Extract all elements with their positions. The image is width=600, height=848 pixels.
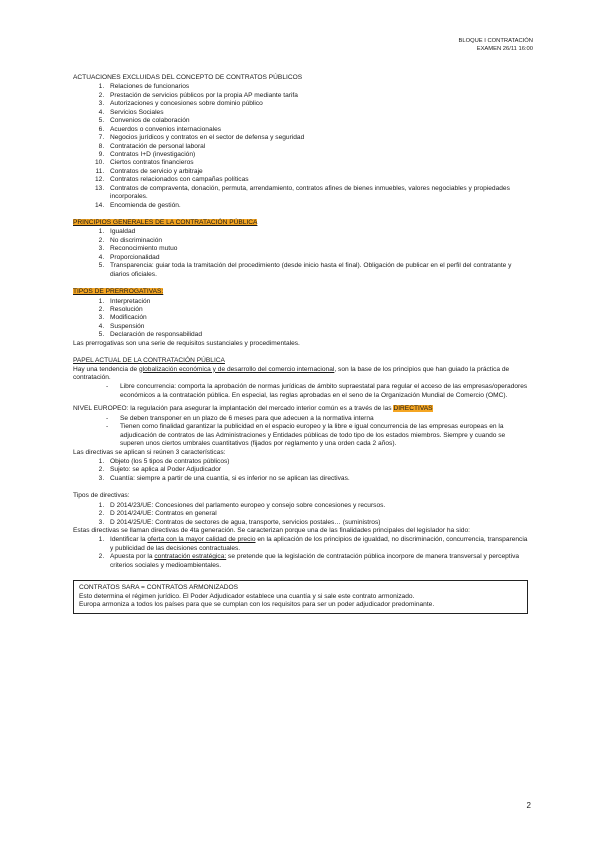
list-item: 4. Proporcionalidad bbox=[106, 254, 528, 262]
globalization-underlined: globalización económica y de desarrollo del comercio internacional bbox=[139, 365, 335, 373]
prerogatives-list bbox=[73, 298, 528, 340]
list-item: 3. Autorizaciones y concesiones sobre dominio público bbox=[106, 100, 528, 108]
list-item: 5. Convenios de colaboración bbox=[106, 117, 528, 125]
list-item: 12. Contratos relacionados con campañas políticas bbox=[106, 176, 528, 184]
list-item: 2. No discriminación bbox=[106, 237, 528, 245]
list-item: - Libre concurrencia: comporta la aprobación de normas jurídicas de ámbito supraestatal para regular el acceso de las empresas/operadores económicos a la contratación pública. En especial, las reglas aprobadas en el seno de la Organización Mundial de Comercio (OMC). bbox=[106, 383, 528, 400]
list-item: 2. Sujeto: se aplica al Poder Adjudicador bbox=[106, 466, 528, 474]
free-competition-list bbox=[73, 383, 528, 400]
list-item: 2. D 2014/24/UE: Contratos en general bbox=[106, 510, 528, 518]
paragraph-text: se pretende que la legislación de contratación pública incorpore de manera transversal y perceptiva criterios sociales y medioambientales. bbox=[110, 553, 520, 569]
role-title-text: PAPEL ACTUAL DE LA CONTRATACIÓN PÚBLICA bbox=[73, 357, 225, 365]
list-item: 3. Modificación bbox=[106, 314, 528, 322]
page-number: 2 bbox=[526, 801, 531, 810]
list-item: - Se deben transponer en un plazo de 6 meses para que adecuen a la normativa interna bbox=[106, 415, 528, 423]
list-item: 3. Cuantía: siempre a partir de una cuantía, si es inferior no se aplican las directivas. bbox=[106, 475, 528, 483]
list-item: 11. Contratos de servicio y arbitraje bbox=[106, 168, 528, 176]
list-item bbox=[106, 536, 528, 553]
list-item: 2. Resolución bbox=[106, 306, 528, 314]
list-item bbox=[106, 553, 528, 570]
legislator-goals-list bbox=[73, 536, 528, 570]
section-principles-title bbox=[73, 219, 528, 227]
directive-types-intro: Tipos de directivas: bbox=[73, 492, 130, 500]
list-item: 7. Negocios jurídicos y contratos en el sector de defensa y seguridad bbox=[106, 134, 528, 142]
list-item: 1. Interpretación bbox=[106, 298, 528, 306]
box-line: Esto determina el régimen jurídico. El Poder Adjudicador establece una cuantía y si sale este contrato armonizado. bbox=[79, 592, 415, 600]
prerogatives-note: Las prerrogativas son una serie de requisitos sustanciales y procedimentales. bbox=[73, 339, 300, 347]
directives-traits-list bbox=[73, 415, 528, 449]
excluded-list bbox=[73, 83, 528, 210]
list-item: 14. Encomienda de gestión. bbox=[106, 202, 528, 210]
sara-contracts-box bbox=[73, 580, 528, 613]
underlined-phrase: oferta con la mayor calidad de precio bbox=[147, 536, 256, 544]
list-item: 13. Contratos de compraventa, donación, permuta, arrendamiento, contratos afines de bienes inmuebles, valores negociables y propiedades incorporales. bbox=[106, 185, 528, 202]
fourth-generation-paragraph: Estas directivas se llaman directivas de 4ta generación. Se caracterizan porque una de las finalidades principales del legislador ha sido: bbox=[73, 527, 470, 534]
directives-characteristics-list bbox=[73, 458, 528, 483]
directive-types-list bbox=[73, 502, 528, 527]
list-item: 1. Igualdad bbox=[106, 228, 528, 236]
underlined-phrase: contratación estratégica: bbox=[154, 553, 227, 561]
list-item: 3. Reconocimiento mutuo bbox=[106, 245, 528, 253]
paragraph-text: NIVEL EUROPEO: la regulación para asegurar la implantación del mercado interior común es a través de las bbox=[73, 405, 394, 413]
list-item: 8. Contratación de personal laboral bbox=[106, 143, 528, 151]
header-subject: BLOQUE I CONTRATACIÓN bbox=[458, 38, 533, 44]
section-excluded-title: ACTUACIONES EXCLUIDAS DEL CONCEPTO DE CONTRATOS PÚBLICOS bbox=[73, 74, 303, 81]
principles-title-text: PRINCIPIOS GENERALES DE LA CONTRATACIÓN PÚBLICA bbox=[73, 219, 258, 226]
list-item: 9. Contratos I+D (investigación) bbox=[106, 151, 528, 159]
list-item: 3. D 2014/25/UE: Contratos de sectores de agua, transporte, servicios postales… (suministros) bbox=[106, 519, 528, 527]
page-content bbox=[73, 74, 528, 614]
box-line: Europa armoniza a todos los países para que se cumplan con los requisitos para ser un poder adjudicador predominante. bbox=[79, 601, 435, 609]
list-item: 4. Suspensión bbox=[106, 323, 528, 331]
list-item: 6. Acuerdos o convenios internacionales bbox=[106, 126, 528, 134]
directives-intro: Las directivas se aplican si reúnen 3 características: bbox=[73, 448, 226, 456]
list-item: 5. Transparencia: guiar toda la tramitación del procedimiento (desde inicio hasta el final). Obligación de publicar en el perfil del contratante y diarios oficiales. bbox=[106, 262, 528, 279]
directivas-highlight: DIRECTIVAS bbox=[393, 405, 433, 413]
list-item: 1. Relaciones de funcionarios bbox=[106, 83, 528, 91]
list-item: 10. Ciertos contratos financieros bbox=[106, 159, 528, 167]
list-item: 1. D 2014/23/UE: Concesiones del parlamento europeo y consejo sobre concesiones y recursos. bbox=[106, 502, 528, 510]
prerogatives-title-text: TIPOS DE PRERROGATIVAS: bbox=[73, 288, 164, 296]
list-item: 4. Servicios Sociales bbox=[106, 109, 528, 117]
box-title: CONTRATOS SARA = CONTRATOS ARMONIZADOS bbox=[79, 584, 239, 592]
list-item: 1. Objeto (los 5 tipos de contratos públicos) bbox=[106, 458, 528, 466]
document-header bbox=[458, 38, 533, 54]
european-level-paragraph bbox=[73, 405, 528, 413]
paragraph-text: Identificar la bbox=[110, 536, 148, 544]
list-item: - Tienen como finalidad garantizar la publicidad en el espacio europeo y la libre e igual concurrencia de las empresas europeas en la adjudicación de contratos de las Administraciones y Entidades públicas de todo tipo de los estados miembros. Siempre y cuando se superen unos ciertos umbrales cuantitativos (fijados por reglamento y una orden cada 2 años). bbox=[106, 423, 528, 448]
paragraph-text: Hay una tendencia de bbox=[73, 365, 139, 373]
paragraph-text: , son la base de los principios que han guiado la práctica de contratación. bbox=[73, 365, 510, 381]
paragraph-text: Apuesta por la bbox=[110, 553, 155, 561]
globalization-paragraph bbox=[73, 366, 528, 383]
list-item: 2. Prestación de servicios públicos por la propia AP mediante tarifa bbox=[106, 92, 528, 100]
section-role-title bbox=[73, 357, 528, 365]
section-prerogatives-title bbox=[73, 288, 528, 296]
paragraph-text: en la aplicación de los principios de igualdad, no discriminación, concurrencia, transparencia y publicidad de las decisiones contractuales. bbox=[110, 536, 528, 552]
header-exam-date: EXAMEN 26/11 16:00 bbox=[476, 45, 533, 52]
list-item: 5. Declaración de responsabilidad bbox=[106, 331, 528, 339]
principles-list bbox=[73, 228, 528, 279]
